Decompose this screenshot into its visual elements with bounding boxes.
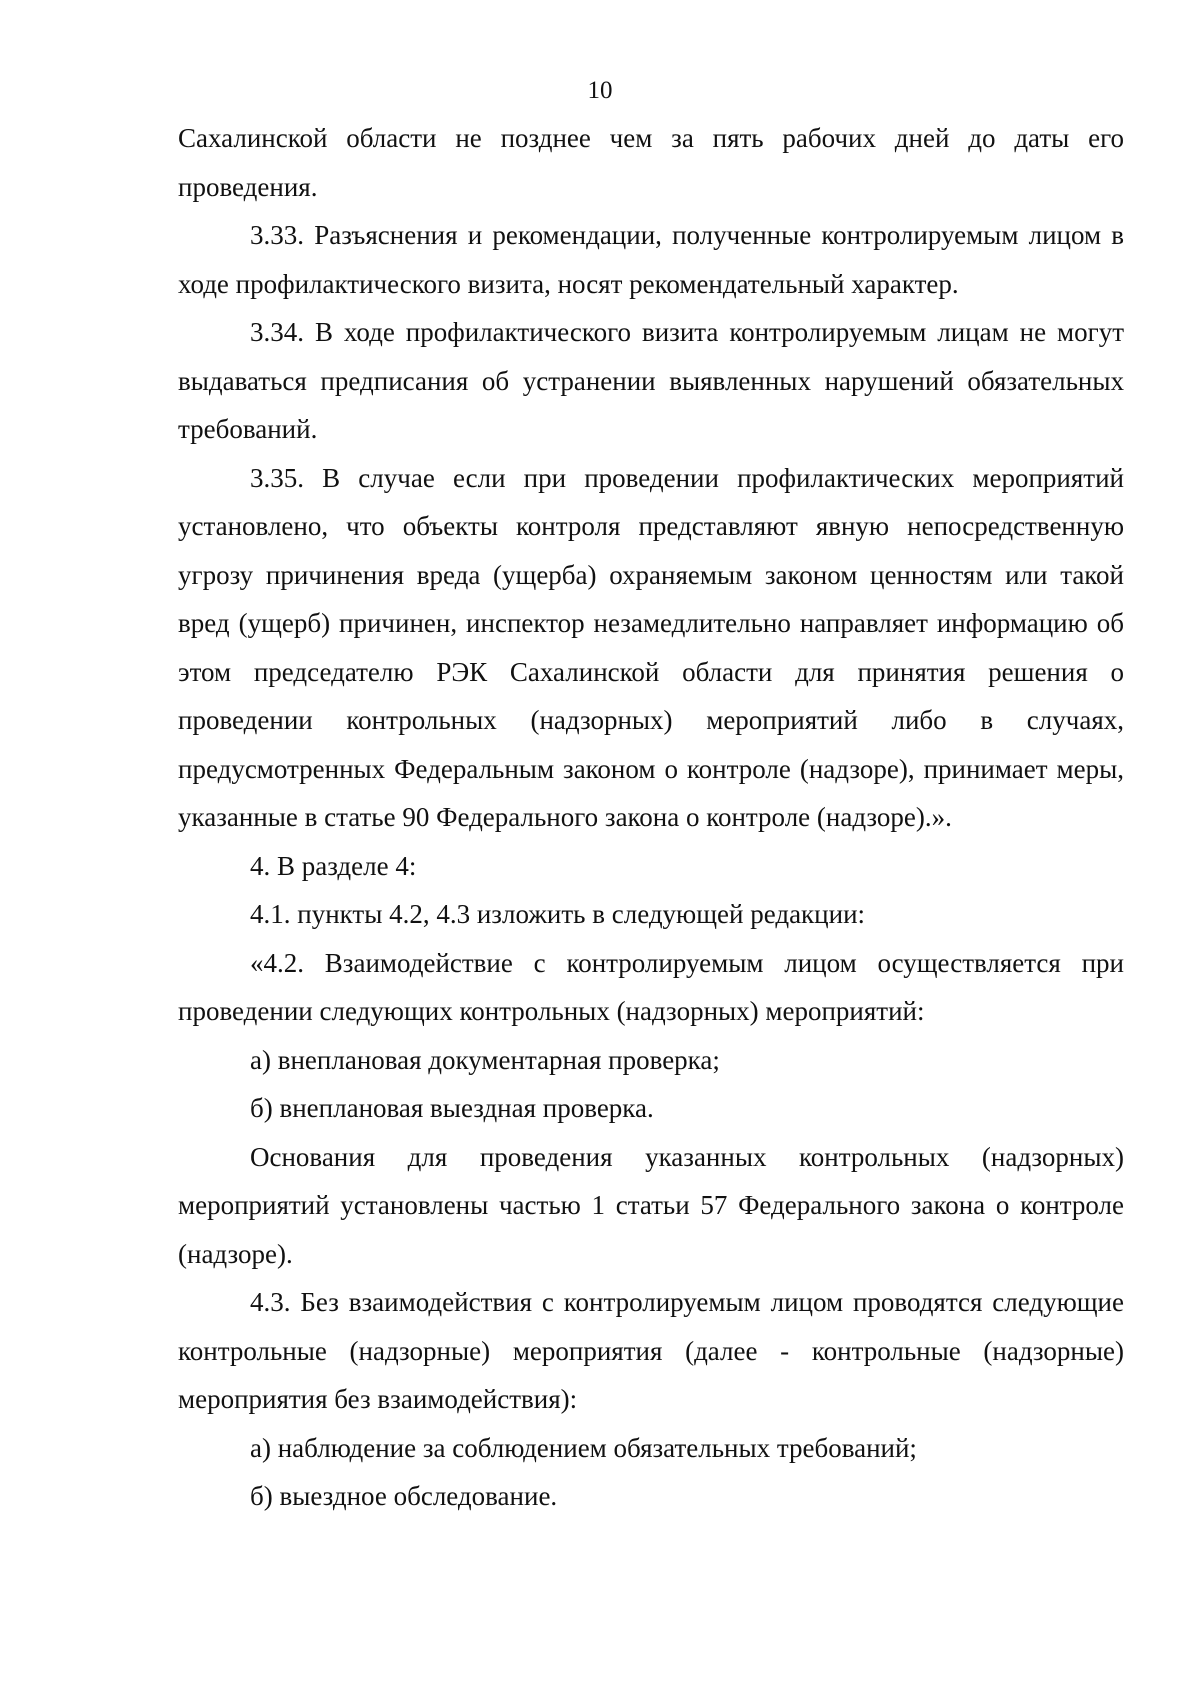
page-number: 10 bbox=[587, 77, 613, 104]
paragraph-4-3: 4.3. Без взаимодействия с контролируемым лицом проводятся следующие контрольные (надзорные) мероприятия (далее - контрольные (надзорные) мероприятия без взаимодействия): bbox=[178, 1287, 1124, 1414]
document-body bbox=[178, 114, 1124, 1521]
paragraph-3-34: 3.34. В ходе профилактического визита контролируемым лицам не могут выдаваться предписания об устранении выявленных нарушений обязательных требований. bbox=[178, 317, 1124, 444]
list-item-b-onsite-check: б) внеплановая выездная проверка. bbox=[250, 1093, 654, 1123]
list-item-a-observation: а) наблюдение за соблюдением обязательных требований; bbox=[250, 1432, 917, 1463]
paragraph-section-4: 4. В разделе 4: bbox=[250, 850, 417, 881]
paragraph-3-35: 3.35. В случае если при проведении профилактических мероприятий установлено, что объекты контроля представляют явную непосредственную угрозу причинения вреда (ущерба) охраняемым законом ценностям или такой вред (ущерб) причинен, инспектор незамедлительно направляет информацию об этом председателю РЭК Сахалинской области для принятия решения о проведении контрольных (надзорных) мероприятий либо в случаях, предусмотренных Федеральным законом о контроле (надзоре), принимает меры, указанные в статье 90 Федерального закона о контроле (надзоре).». bbox=[178, 462, 1124, 832]
list-item-a-documentary-check: а) внеплановая документарная проверка; bbox=[250, 1044, 720, 1075]
paragraph-grounds: Основания для проведения указанных контрольных (надзорных) мероприятий установлены частью 1 статьи 57 Федерального закона о контроле (надзоре). bbox=[178, 1141, 1124, 1269]
paragraph-3-33: 3.33. Разъяснения и рекомендации, полученные контролируемым лицом в ходе профилактического визита, носят рекомендательный характер. bbox=[178, 220, 1124, 299]
paragraph-continuation: Сахалинской области не позднее чем за пять рабочих дней до даты его проведения. bbox=[178, 123, 1124, 202]
paragraph-4-2: «4.2. Взаимодействие с контролируемым лицом осуществляется при проведении следующих контрольных (надзорных) мероприятий: bbox=[178, 947, 1124, 1026]
paragraph-4-1: 4.1. пункты 4.2, 4.3 изложить в следующей редакции: bbox=[250, 899, 866, 929]
list-item-b-onsite-survey: б) выездное обследование. bbox=[250, 1481, 558, 1511]
